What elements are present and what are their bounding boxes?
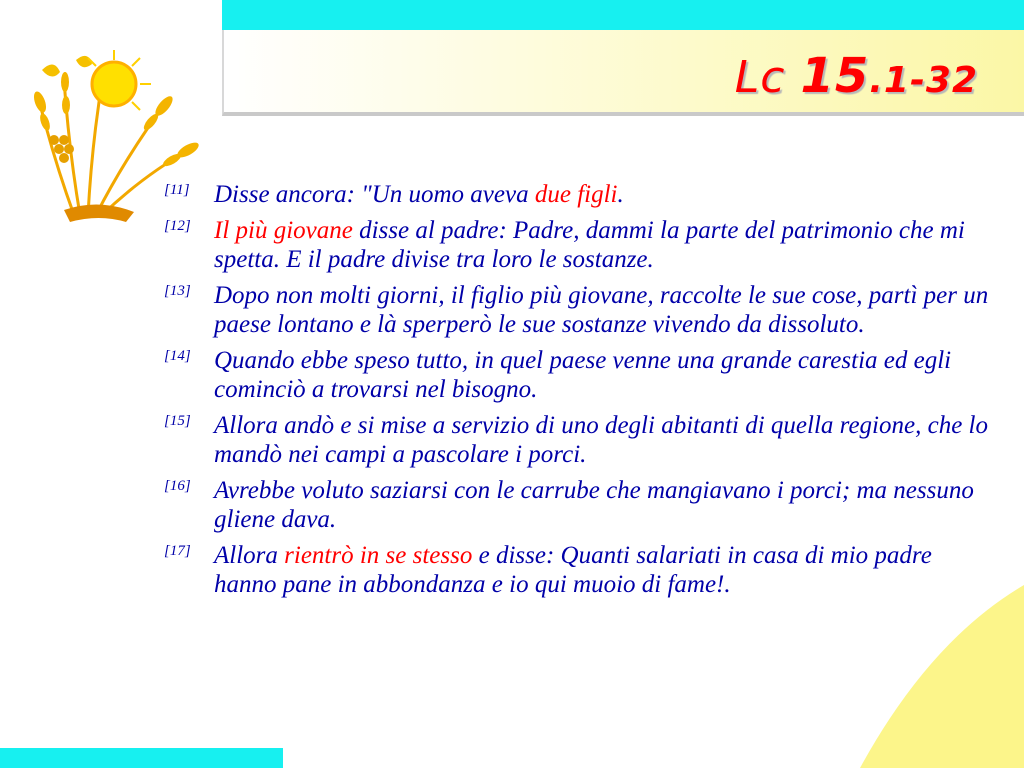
- verse-item: [160, 476, 1000, 534]
- verse-item: [160, 216, 1000, 274]
- verse-text: .: [617, 181, 624, 208]
- verse-text: disse al padre: Padre, dammi la parte del patrimonio che mi spetta. E il padre divise tra loro le sostanze.: [214, 217, 965, 273]
- verse-highlight: rientrò in se stesso: [284, 542, 473, 569]
- verse-text: e disse: Quanti salariati in casa di mio padre hanno pane in abbondanza e io qui muoio di fame!.: [214, 542, 932, 598]
- verse-item: [160, 541, 1000, 599]
- bottom-cyan-band: [0, 748, 283, 768]
- verse-number: [17]: [164, 543, 191, 559]
- verse-list: [160, 180, 1000, 606]
- title-box: [222, 30, 1024, 116]
- verse-item: [160, 346, 1000, 404]
- verse-number: [13]: [164, 283, 191, 299]
- verse-number: [11]: [164, 182, 190, 198]
- verse-highlight: due figli: [534, 181, 618, 208]
- verse-item: [160, 281, 1000, 339]
- verse-text: Dopo non molti giorni, il figlio più giovane, raccolte le sue cose, partì per un paese lontano e là sperperò le sue sostanze vivendo da dissoluto.: [214, 282, 989, 338]
- title-chapter: 15: [800, 48, 870, 104]
- verse-number: [16]: [164, 478, 191, 494]
- verse-number: [15]: [164, 413, 191, 429]
- verse-item: [160, 411, 1000, 469]
- verse-text: Disse ancora: "Un uomo aveva: [214, 181, 535, 208]
- top-cyan-band: [222, 0, 1024, 30]
- title-verses: .1-32: [869, 60, 978, 101]
- verse-text: Allora: [214, 542, 285, 569]
- verse-highlight: Il più giovane: [214, 217, 353, 244]
- verse-text: Allora andò e si mise a servizio di uno degli abitanti di quella regione, che lo mandò nei campi a pascolare i porci.: [214, 412, 988, 468]
- verse-item: [160, 180, 1000, 209]
- verse-number: [12]: [164, 218, 191, 234]
- page-title: [735, 48, 978, 104]
- title-book: Lc: [734, 52, 786, 103]
- verse-number: [14]: [164, 348, 191, 364]
- verse-text: Avrebbe voluto saziarsi con le carrube che mangiavano i porci; ma nessuno gliene dava.: [214, 477, 974, 533]
- verse-text: Quando ebbe speso tutto, in quel paese venne una grande carestia ed egli cominciò a trovarsi nel bisogno.: [214, 347, 952, 403]
